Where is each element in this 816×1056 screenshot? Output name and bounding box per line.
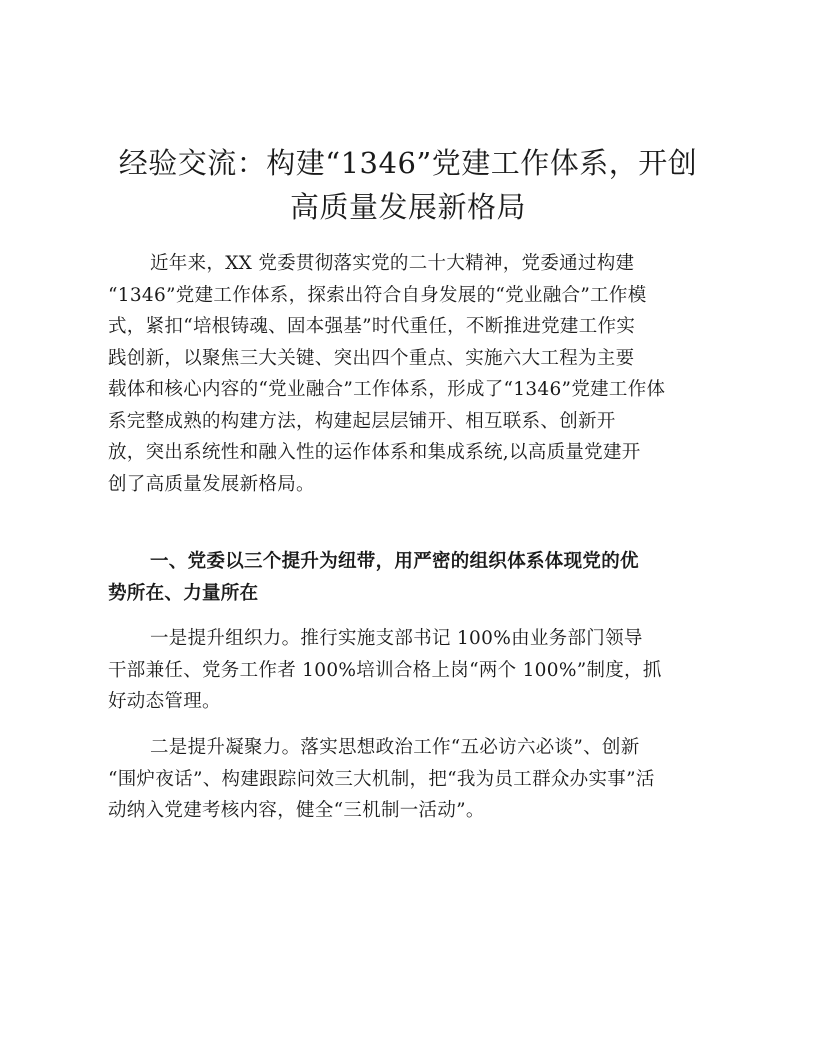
intro-line: 载体和核心内容的“党业融合”工作体系，形成了“1346”党建工作体: [108, 379, 666, 400]
paragraph-line: 动纳入党建考核内容，健全“三机制一活动”。: [108, 800, 485, 821]
section-heading-line: 一、党委以三个提升为纽带，用严密的组织体系体现党的优: [150, 551, 639, 572]
section-heading-line: 势所在、力量所在: [108, 583, 259, 604]
intro-line: 式，紧扣“培根铸魂、固本强基”时代重任，不断推进党建工作实: [108, 316, 636, 337]
paragraph-line: 一是提升组织力。推行实施支部书记 100%由业务部门领导: [150, 628, 643, 649]
intro-line: 放，突出系统性和融入性的运作体系和集成系统,以高质量党建开: [108, 442, 641, 463]
document-title-line-2: 高质量发展新格局: [289, 190, 526, 224]
paragraph-line: “围炉夜话”、构建跟踪问效三大机制，把“我为员工群众办实事”活: [108, 768, 655, 790]
paragraph-line: 二是提升凝聚力。落实思想政治工作“五必访六必谈”、创新: [150, 737, 640, 758]
paragraph-line: 好动态管理。: [108, 691, 221, 712]
intro-line: 系完整成熟的构建方法，构建起层层铺开、相互联系、创新开: [108, 410, 616, 432]
intro-line: 创了高质量发展新格局。: [108, 473, 315, 495]
paragraph-line: 干部兼任、党务工作者 100%培训合格上岗“两个 100%”制度，抓: [108, 659, 662, 681]
document-title-line-1: 经验交流：构建“1346”党建工作体系，开创: [118, 146, 698, 180]
intro-line: “1346”党建工作体系，探索出符合自身发展的“党业融合”工作模: [108, 284, 647, 306]
intro-line: 近年来，XX 党委贯彻落实党的二十大精神，党委通过构建: [150, 253, 635, 274]
intro-line: 践创新，以聚焦三大关键、突出四个重点、实施六大工程为主要: [108, 347, 635, 369]
